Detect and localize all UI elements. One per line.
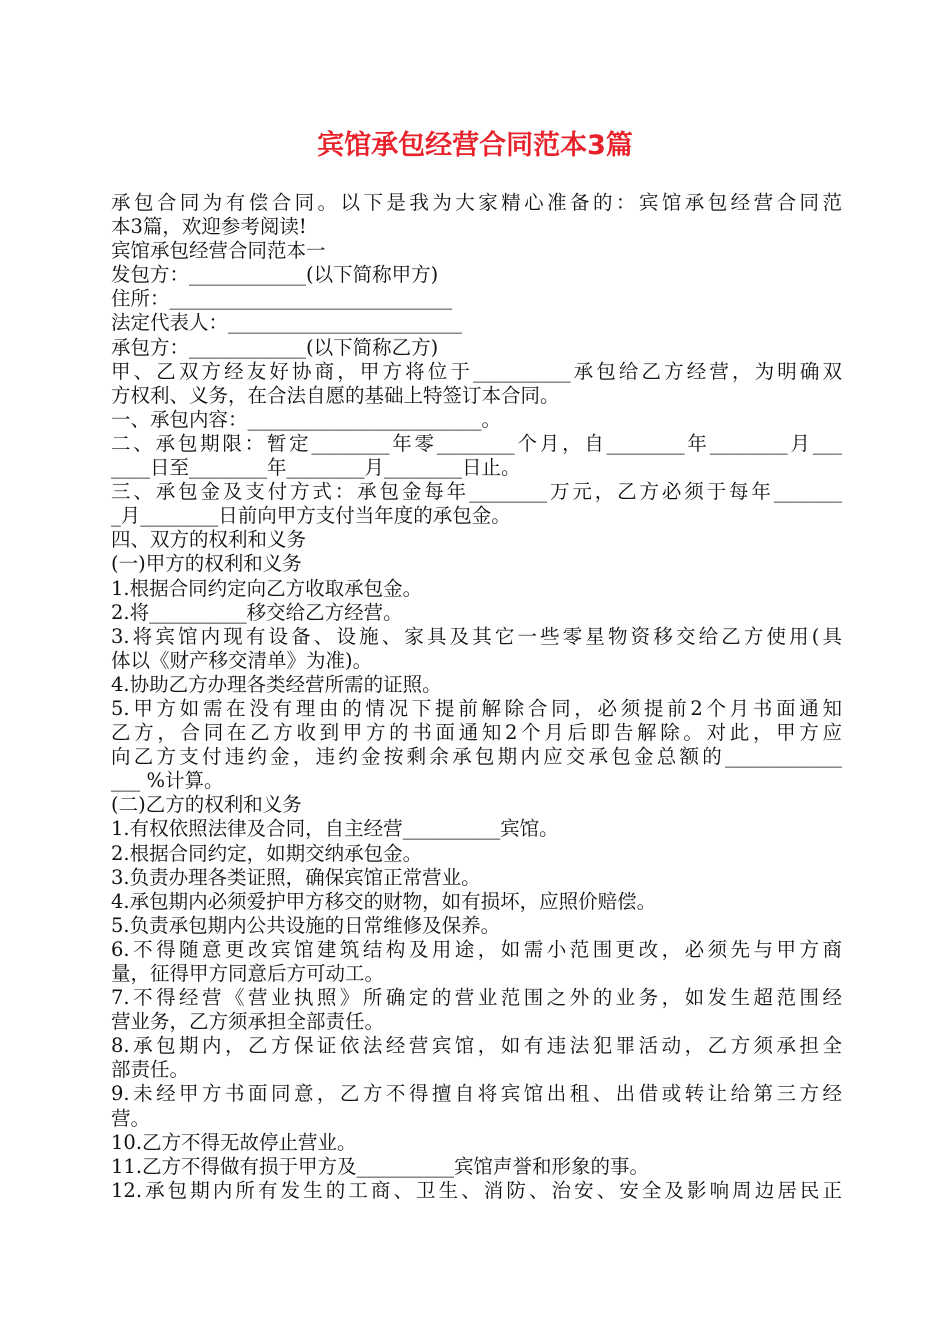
body-line: 三、承包金及支付方式：承包金每年________万元，乙方必须于每年_______ xyxy=(111,480,842,504)
body-line: 9.未经甲方书面同意，乙方不得擅自将宾馆出租、出借或转让给第三方经 xyxy=(111,1082,842,1106)
body-line: 四、双方的权利和义务 xyxy=(111,528,307,552)
body-line: 发包方：____________(以下简称甲方) xyxy=(111,263,439,287)
body-line: 3.负责办理各类证照，确保宾馆正常营业。 xyxy=(111,865,481,889)
body-line: 1.有权依照法律及合同，自主经营__________宾馆。 xyxy=(111,817,559,841)
body-line: 12.承包期内所有发生的工商、卫生、消防、治安、安全及影响周边居民正 xyxy=(111,1178,842,1202)
body-line: 4.协助乙方办理各类经营所需的证照。 xyxy=(111,672,442,696)
body-line: 部责任。 xyxy=(111,1058,190,1082)
body-line: 10.乙方不得无故停止营业。 xyxy=(111,1130,357,1154)
body-line: 宾馆承包经营合同范本一 xyxy=(111,239,326,263)
body-line: 11.乙方不得做有损于甲方及__________宾馆声誉和形象的事。 xyxy=(111,1154,650,1178)
body-line: 本3篇，欢迎参考阅读! xyxy=(111,215,307,239)
body-line: 住所：_____________________________ xyxy=(111,287,453,311)
body-line: (二)乙方的权利和义务 xyxy=(111,793,302,817)
body-line: 量，征得甲方同意后方可动工。 xyxy=(111,962,385,985)
body-line: 6.不得随意更改宾馆建筑结构及用途，如需小范围更改，必须先与甲方商 xyxy=(111,937,842,961)
body-line: 向乙方支付违约金，违约金按剩余承包期内应交承包金总额的____________ xyxy=(111,745,842,769)
body-line: _月________日前向甲方支付当年度的承包金。 xyxy=(111,504,511,528)
document-title: 宾馆承包经营合同范本3篇 xyxy=(317,130,633,161)
body-line: 7.不得经营《营业执照》所确定的营业范围之外的业务，如发生超范围经 xyxy=(111,986,842,1010)
body-line: 营业务，乙方须承担全部责任。 xyxy=(111,1010,385,1034)
body-line: 二、承包期限：暂定________年零________个月，自________年________月___ xyxy=(111,431,842,455)
body-line: 2.根据合同约定，如期交纳承包金。 xyxy=(111,841,423,865)
body-line: 体以《财产移交清单》为准)。 xyxy=(111,648,373,672)
body-line: 5.负责承包期内公共设施的日常维修及保养。 xyxy=(111,913,501,937)
body-line: 1.根据合同约定向乙方收取承包金。 xyxy=(111,576,423,600)
body-line: (一)甲方的权利和义务 xyxy=(111,552,302,576)
body-line: 4.承包期内必须爱护甲方移交的财物，如有损坏，应照价赔偿。 xyxy=(111,889,657,913)
body-line: ___ %计算。 xyxy=(111,769,224,793)
body-line: 2.将__________移交给乙方经营。 xyxy=(111,600,403,624)
body-line: 承包方：____________(以下简称乙方) xyxy=(111,335,439,359)
body-line: 乙方，合同在乙方收到甲方的书面通知2个月后即告解除。对此，甲方应 xyxy=(111,721,842,745)
body-line: 3.将宾馆内现有设备、设施、家具及其它一些零星物资移交给乙方使用(具 xyxy=(111,624,842,648)
body-line: 营。 xyxy=(111,1106,151,1130)
body-line: ____日至________年________月________日止。 xyxy=(111,456,521,480)
document-body xyxy=(111,191,842,1203)
body-line: 5.甲方如需在没有理由的情况下提前解除合同，必须提前2个月书面通知 xyxy=(111,696,842,720)
body-line: 8.承包期内，乙方保证依法经营宾馆，如有违法犯罪活动，乙方须承担全 xyxy=(111,1034,842,1058)
body-line: 一、承包内容：________________________。 xyxy=(111,407,502,431)
body-line: 甲、乙双方经友好协商，甲方将位于__________承包给乙方经营，为明确双 xyxy=(111,359,842,383)
body-line: 法定代表人：________________________ xyxy=(111,311,463,335)
body-line: 方权利、义务，在合法自愿的基础上特签订本合同。 xyxy=(111,383,560,407)
body-line: 承包合同为有偿合同。以下是我为大家精心准备的：宾馆承包经营合同范 xyxy=(111,191,842,214)
